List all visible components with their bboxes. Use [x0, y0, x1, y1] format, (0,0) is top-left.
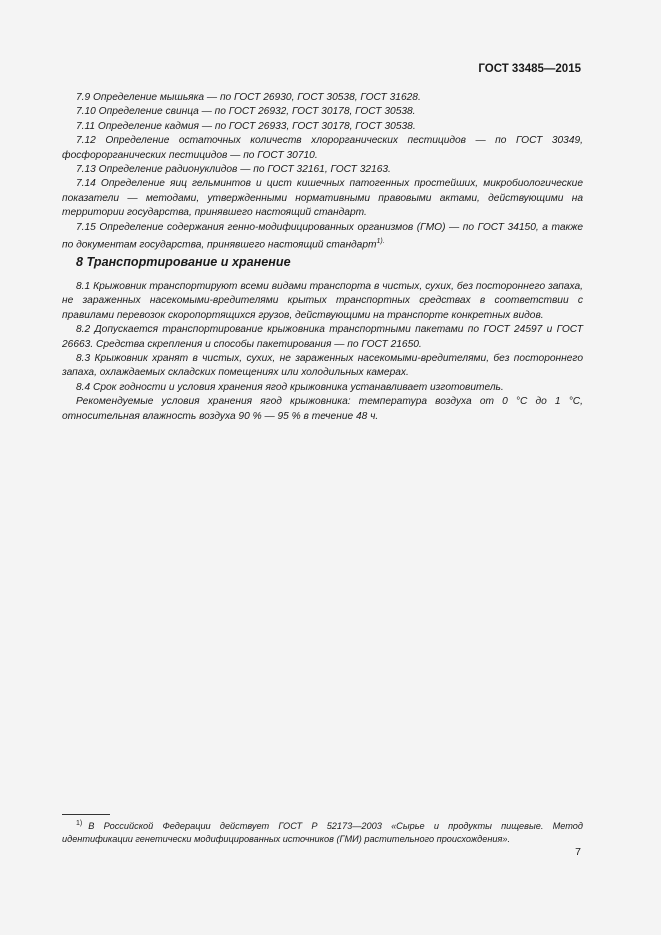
document-header: ГОСТ 33485—2015 [478, 63, 581, 75]
section-7-items [62, 91, 583, 253]
footnote-text: В Российской Федерации действует ГОСТ Р 52173—2003 «Сырье и продукты пищевые. Метод идентификации генетически модифицированных источников (ГМИ) растительного происхождения». [62, 821, 583, 845]
paragraph-7-9: 7.9 Определение мышьяка — по ГОСТ 26930, ГОСТ 30538, ГОСТ 31628. [76, 92, 421, 103]
footnote [62, 817, 583, 846]
section-8-items [62, 280, 583, 424]
paragraph-7-15 [62, 221, 583, 253]
page-number: 7 [575, 846, 581, 858]
paragraph-8-3: 8.3 Крыжовник хранят в чистых, сухих, не зараженных насекомыми-вредителями, без постороннего запаха, охлаждаемых складских помещениях или холодильных камерах. [62, 353, 583, 379]
footnote-mark: 1) [76, 820, 83, 827]
paragraph-7-10: 7.10 Определение свинца — по ГОСТ 26932, ГОСТ 30178, ГОСТ 30538. [76, 106, 416, 118]
paragraph-8-4: 8.4 Срок годности и условия хранения ягод крыжовника устанавливает изготовитель. [76, 381, 504, 393]
paragraph-7-12: 7.12 Определение остаточных количеств хлорорганических пестицидов — по ГОСТ 30349, фосфорорганических пестицидов — по ГОСТ 30710. [62, 135, 583, 161]
footnote-reference: 1). [376, 238, 385, 246]
section-8-title: 8 Транспортирование и хранение [76, 255, 291, 269]
paragraph-7-14: 7.14 Определение яиц гельминтов и цист кишечных патогенных простейших, микробиологические показатели — методами, утвержденными нормативными правовыми актами, действующими на территории государства, принявшего настоящий стандарт. [62, 178, 583, 219]
paragraph-7-13: 7.13 Определение радионуклидов — по ГОСТ 32161, ГОСТ 32163. [76, 164, 391, 176]
footnote-divider [62, 814, 110, 815]
paragraph-7-15-text: 7.15 Определение содержания генно-модифицированных организмов (ГМО) — по ГОСТ 34150, а также по документам государства, принявшего настоящий стандарт [62, 221, 583, 251]
paragraph-7-11: 7.11 Определение кадмия — по ГОСТ 26933, ГОСТ 30178, ГОСТ 30538. [76, 120, 416, 132]
paragraph-8-2: 8.2 Допускается транспортирование крыжовника транспортными пакетами по ГОСТ 24597 и ГОСТ 26663. Средства скрепления и способы пакетирования — по ГОСТ 21650. [62, 324, 583, 350]
paragraph-8-1: 8.1 Крыжовник транспортируют всеми видами транспорта в чистых, сухих, без постороннего запаха, не зараженных насекомыми-вредителями крытых транспортных средствах в соответствии с правилами перевозок скоропортящихся грузов, действующими на транспорте конкретных видов. [62, 281, 583, 321]
paragraph-storage-conditions: Рекомендуемые условия хранения ягод крыжовника: температура воздуха от 0 °С до 1 °С, относительная влажность воздуха 90 % — 95 % в течение 48 ч. [62, 396, 583, 422]
